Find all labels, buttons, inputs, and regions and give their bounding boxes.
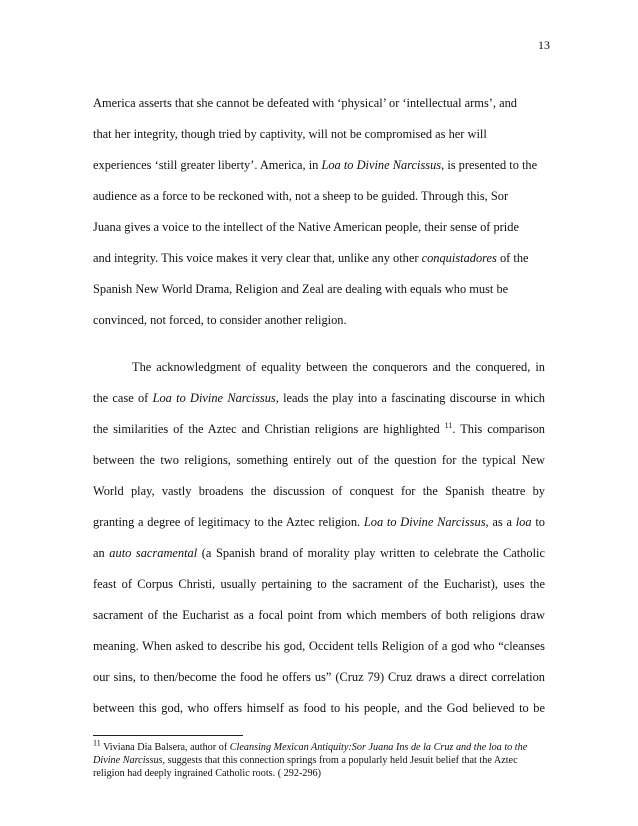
- text-line: sacrament of the Eucharist as a focal point from which members of both religions draw: [93, 608, 545, 622]
- text-span: experiences ‘still greater liberty’. America, in: [93, 158, 322, 172]
- title-italic: Divine Narcissus,: [93, 755, 166, 766]
- text-line: World play, vastly broadens the discussion of conquest for the Spanish theatre by: [93, 484, 545, 498]
- text-span: , is presented to the: [441, 158, 538, 172]
- footnote-line: [93, 755, 545, 767]
- footnote-line: [93, 738, 545, 754]
- text-line: audience as a force to be reckoned with, not a sheep to be guided. Through this, Sor: [93, 189, 509, 203]
- text-span: , leads the play into a fascinating discourse in which: [275, 391, 545, 405]
- text-line: [93, 514, 545, 530]
- text-span: , as a: [485, 515, 516, 529]
- text-line: between the two religions, something entirely out of the question for the typical New: [93, 453, 545, 467]
- text-span: suggests that this connection springs from a popularly held Jesuit belief that the Aztec: [165, 755, 518, 766]
- text-span: . This comparison: [452, 422, 545, 436]
- term-italic: loa: [515, 515, 532, 529]
- page-number: 13: [538, 38, 550, 52]
- term-italic: auto sacramental: [109, 546, 198, 560]
- text-span: the case of: [93, 391, 153, 405]
- text-span: an: [93, 546, 110, 560]
- text-line: our sins, to then/become the food he offers us” (Cruz 79) Cruz draws a direct correlation: [93, 670, 545, 684]
- text-line: America asserts that she cannot be defeated with ‘physical’ or ‘intellectual arms’, and: [93, 96, 517, 110]
- text-line: [93, 421, 545, 437]
- footnote-marker: 11: [93, 738, 101, 748]
- text-line: convinced, not forced, to consider another religion.: [93, 313, 347, 327]
- footnote-line: religion had deeply ingrained Catholic roots. ( 292-296): [93, 768, 322, 779]
- text-span: Viviana Dia Balsera, author of: [100, 742, 230, 753]
- text-span: and integrity. This voice makes it very clear that, unlike any other: [93, 251, 422, 265]
- title-italic: Loa to Divine Narcissus: [321, 158, 442, 172]
- text-line: [93, 390, 545, 406]
- text-line: that her integrity, though tried by captivity, will not be compromised as her will: [93, 127, 487, 141]
- text-line: [93, 157, 545, 173]
- footnote-divider: [93, 735, 243, 736]
- text-span: the similarities of the Aztec and Christian religions are highlighted: [93, 422, 445, 436]
- title-italic: Loa to Divine Narcissus: [363, 515, 486, 529]
- text-line: Juana gives a voice to the intellect of the Native American people, their sense of pride: [93, 220, 519, 234]
- footnote-ref: 11: [444, 420, 453, 430]
- text-line: Spanish New World Drama, Religion and Zeal are dealing with equals who must be: [93, 282, 509, 296]
- term-italic: conquistadores: [421, 251, 497, 265]
- text-line: feast of Corpus Christi, usually pertaining to the sacrament of the Eucharist), uses the: [93, 577, 545, 591]
- text-line: meaning. When asked to describe his god, Occident tells Religion of a god who “cleanses: [93, 639, 545, 653]
- text-span: of the: [496, 251, 529, 265]
- text-line: [93, 545, 545, 561]
- text-line: [93, 250, 545, 266]
- title-italic: Cleansing Mexican Antiquity:Sor Juana Ins de la Cruz and the loa to the: [229, 742, 528, 753]
- text-span: granting a degree of legitimacy to the Aztec religion.: [93, 515, 364, 529]
- title-italic: Loa to Divine Narcissus: [152, 391, 276, 405]
- text-line: between this god, who offers himself as food to his people, and the God believed to be: [93, 701, 545, 715]
- text-line: The acknowledgment of equality between the conquerors and the conquered, in: [132, 360, 545, 374]
- text-span: to: [531, 515, 545, 529]
- text-span: (a Spanish brand of morality play written to celebrate the Catholic: [197, 546, 545, 560]
